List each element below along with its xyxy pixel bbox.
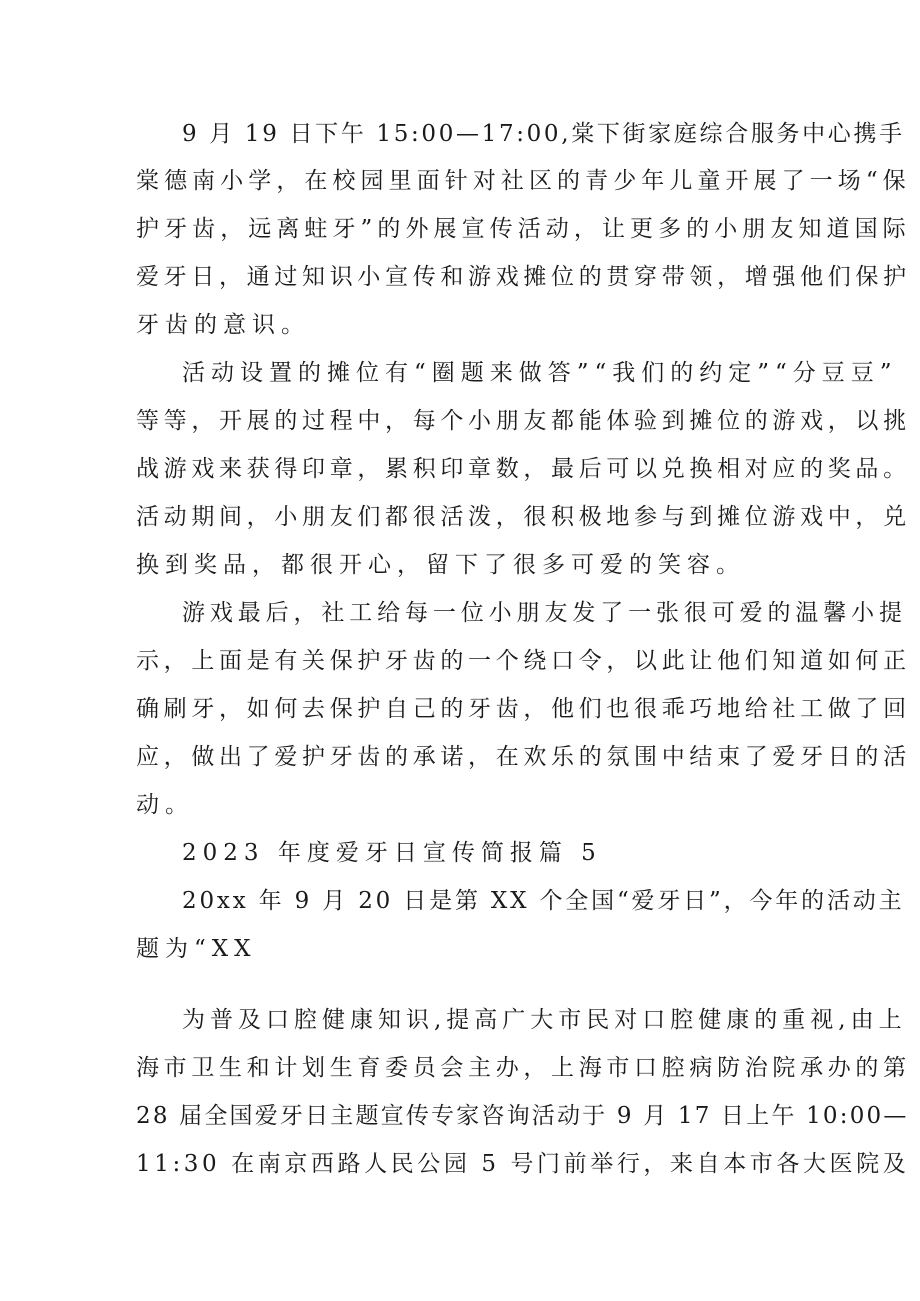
text-line: 换到奖品，都很开心，留下了很多可爱的笑容。: [136, 552, 745, 578]
text-line: 为普及口腔健康知识,提高广大市民对口腔健康的重视,由上: [182, 1007, 907, 1033]
text-line: 活动设置的摊位有“圈题来做答”“我们的约定”“分豆豆”: [182, 360, 898, 386]
text-line: 动。: [136, 792, 194, 818]
text-line: 游戏最后，社工给每一位小朋友发了一张很可爱的温馨小提: [182, 600, 907, 626]
text-line: 9 月 19 日下午 15:00—17:00,棠下街家庭综合服务中心携手: [182, 121, 905, 147]
text-line: 20xx 年 9 月 20 日是第 XX 个全国“爱牙日”，今年的活动主: [182, 888, 905, 914]
text-line: 11:30 在南京西路人民公园 5 号门前举行，来自本市各大医院及: [136, 1151, 910, 1177]
text-line: 海市卫生和计划生育委员会主办，上海市口腔病防治院承办的第: [136, 1055, 911, 1081]
text-line: 护牙齿，远离蛀牙”的外展宣传活动，让更多的小朋友知道国际: [136, 216, 911, 242]
text-line: 应，做出了爱护牙齿的承诺，在欢乐的氛围中结束了爱牙日的活: [136, 744, 911, 770]
text-line: 示，上面是有关保护牙齿的一个绕口令，以此让他们知道如何正: [136, 648, 911, 674]
text-line: 爱牙日，通过知识小宣传和游戏摊位的贯穿带领，增强他们保护: [136, 264, 911, 290]
text-line: 题为“XX: [136, 936, 257, 962]
text-line: 牙齿的意识。: [136, 312, 310, 338]
section-title: 2023 年度爱牙日宣传简报篇 5: [182, 840, 602, 866]
text-line: 28 届全国爱牙日主题宣传专家咨询活动于 9 月 17 日上午 10:00—: [136, 1103, 909, 1129]
text-line: 活动期间，小朋友们都很活泼，很积极地参与到摊位游戏中，兑: [136, 504, 911, 530]
text-line: 战游戏来获得印章，累积印章数，最后可以兑换相对应的奖品。: [136, 456, 911, 482]
text-line: 等等，开展的过程中，每个小朋友都能体验到摊位的游戏，以挑: [136, 408, 911, 434]
text-line: 棠德南小学，在校园里面针对社区的青少年儿童开展了一场“保: [136, 168, 911, 194]
text-line: 确刷牙，如何去保护自己的牙齿，他们也很乖巧地给社工做了回: [136, 696, 911, 722]
